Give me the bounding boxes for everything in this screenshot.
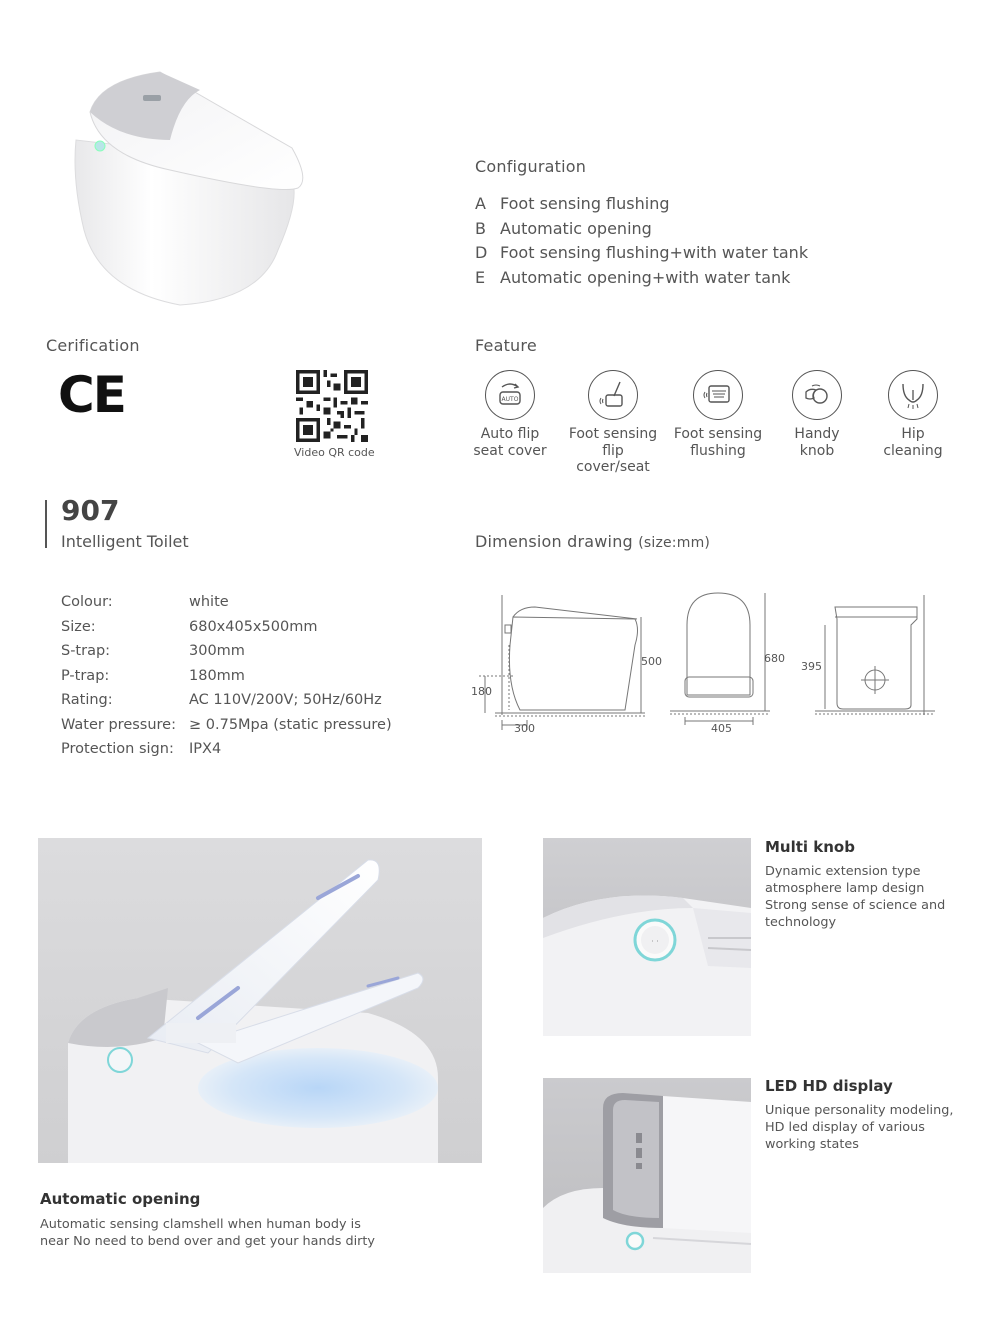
dim-strap-distance: 300 [514,722,535,735]
auto-badge-text: AUTO [501,396,519,403]
feature-auto-flip [462,370,558,459]
config-item [475,241,808,266]
spec-row [61,713,392,738]
feature-handy-knob [769,370,865,459]
spec-value: 680x405x500mm [189,618,318,635]
spec-row [61,688,392,713]
foot-sensing-flush-icon [693,370,743,420]
dimension-drawing [465,585,955,745]
spec-value: white [189,594,229,610]
feature-label: Foot sensing flip cover/seat [568,426,658,475]
hand-knob-icon [792,370,842,420]
spec-table [61,590,392,762]
multi-knob-desc [765,863,945,931]
spec-row [61,590,392,615]
dimension-title-text: Dimension drawing [475,532,633,551]
auto-opening-title: Automatic opening [40,1190,201,1208]
feature-foot-sensing-flip [565,370,661,476]
config-code: A [475,194,486,213]
dim-ptrap-height: 180 [471,685,492,698]
spec-label: P-trap: [61,667,110,684]
spec-value: AC 110V/200V; 50Hz/60Hz [189,692,382,708]
certification-title: Cerification [46,336,140,355]
multi-knob-desc-line: Strong sense of science and [765,898,946,913]
dimension-unit: (size:mm) [638,535,711,551]
feature-label: Auto flip seat cover [473,426,547,459]
config-code: D [475,243,488,262]
multi-knob-desc-line: atmosphere lamp design [765,881,925,896]
front-view [670,593,770,725]
feature-label: Handy knob [794,426,840,459]
configuration-title: Configuration [475,157,587,176]
spec-label: Rating: [61,692,113,708]
qr-caption: Video QR code [294,446,375,459]
ce-mark [58,366,125,424]
spec-label: Size: [61,618,96,635]
config-item [475,266,808,291]
foot-sensing-flip-icon [588,370,638,420]
config-code: B [475,218,486,238]
dim-side-height: 500 [641,655,662,668]
spec-row [61,664,392,689]
multi-knob-photo [543,838,751,1036]
spec-row [61,639,392,664]
hip-cleaning-icon [888,370,938,420]
spec-value: IPX4 [189,741,222,757]
multi-knob-title: Multi knob [765,838,855,856]
auto-opening-desc-line: near No need to bend over and get your hands dirty [40,1234,376,1249]
rear-view [815,595,935,715]
spec-label: Colour: [61,594,113,610]
qr-code[interactable] [296,370,368,442]
led-display-title: LED HD display [765,1077,893,1095]
spec-label: Water pressure: [61,716,176,733]
feature-title: Feature [475,336,537,355]
side-view [479,595,645,730]
multi-knob-desc-line: Dynamic extension type [765,864,921,879]
auto-opening-photo [38,838,482,1163]
feature-label: Hip cleaning [883,426,943,459]
configuration-list [475,192,808,290]
auto-opening-desc [40,1216,375,1250]
spec-value: ≥ 0.75Mpa (static pressure) [189,716,392,733]
product-hero-image [60,60,320,320]
feature-foot-sensing-flush [670,370,766,459]
dim-rear-height: 395 [801,660,822,673]
product-model: 907 [61,494,120,527]
spec-value: 180mm [189,667,245,684]
auto-opening-desc-line: Automatic sensing clamshell when human body is [40,1217,361,1232]
led-display-photo [543,1078,751,1273]
config-item [475,217,808,242]
led-display-desc-line: Unique personality modeling, [765,1103,954,1118]
dim-front-height: 680 [764,652,785,665]
spec-value: 300mm [189,643,245,659]
config-text: Foot sensing flushing [500,194,670,213]
config-text: Foot sensing flushing+with water tank [500,243,809,262]
dim-front-width: 405 [711,722,732,735]
dimension-title [475,532,710,551]
svg-text:· ·: · · [651,937,659,946]
title-accent-bar [45,500,47,548]
led-display-desc-line: working states [765,1137,859,1152]
spec-label: Protection sign: [61,741,174,757]
spec-row [61,615,392,640]
auto-flip-icon [485,370,535,420]
led-display-desc-line: HD led display of various [765,1120,925,1135]
config-item [475,192,808,217]
multi-knob-desc-line: technology [765,915,837,930]
feature-hip-cleaning [865,370,961,459]
config-code: E [475,267,486,287]
feature-label: Foot sensing flushing [673,426,763,459]
product-name: Intelligent Toilet [61,532,189,551]
spec-label: S-trap: [61,643,111,659]
config-text: Automatic opening [500,218,652,238]
led-display-desc [765,1102,953,1153]
config-text: Automatic opening+with water tank [500,267,791,287]
spec-row [61,737,392,762]
ce-mark-text: CE [58,366,125,424]
